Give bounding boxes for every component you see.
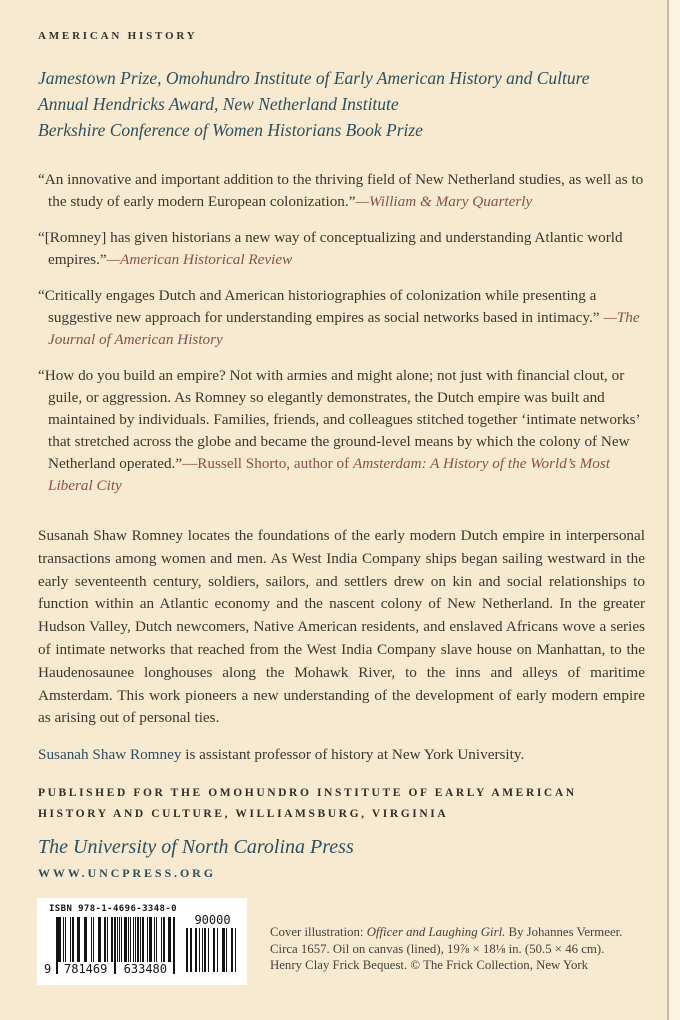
quote-source: —William & Mary Quarterly bbox=[355, 193, 533, 210]
review-quote bbox=[38, 169, 645, 213]
quote-source: —The Journal of American History bbox=[48, 309, 640, 348]
barcode-addon-number: 90000 bbox=[194, 913, 231, 927]
category-label: AMERICAN HISTORY bbox=[38, 30, 198, 42]
credit-line: Henry Clay Frick Bequest. © The Frick Collection, New York bbox=[270, 958, 588, 973]
credit-prefix: Cover illustration: bbox=[270, 925, 367, 939]
credit-line: Circa 1657. Oil on canvas (lined), 19⅞ × 18⅛ in. (50.5 × 46 cm). bbox=[270, 941, 605, 956]
author-bio bbox=[38, 744, 645, 766]
press-name: The University of North Carolina Press bbox=[38, 836, 354, 859]
publisher-line: HISTORY AND CULTURE, WILLIAMSBURG, VIRGINIA bbox=[38, 808, 449, 821]
author-bio-text: is assistant professor of history at New York University. bbox=[181, 746, 525, 764]
awards-list bbox=[38, 65, 645, 143]
cover-credit bbox=[270, 924, 622, 974]
credit-line bbox=[270, 924, 622, 941]
book-description: Susanah Shaw Romney locates the foundations of the early modern Dutch empire in interpersonal transactions among women and men. As West India Company ships began sailing westward in the early seventeenth century, soldiers, sailors, and settlers drew on kin and social relationships to function within an Atlantic economy and the nascent colony of New Netherland. In the greater Hudson Valley, Dutch newcomers, Native American residents, and enslaved Africans wove a series of intimate networks that reached from the West India Company slave house on Manhattan, to the Haudenosaunee longhouses along the Mohawk River, to the inns and alleys of maritime Amsterdam. This work pioneers a new understanding of the development of early modern empire as arising out of personal ties. bbox=[38, 527, 645, 727]
barcode-guard-bar bbox=[56, 917, 58, 974]
award-item: Berkshire Conference of Women Historians Book Prize bbox=[38, 120, 423, 140]
author-name: Susanah Shaw Romney bbox=[38, 746, 182, 764]
isbn-number: ISBN 978-1-4696-3348-0 bbox=[48, 904, 177, 914]
painting-title: Officer and Laughing Girl. bbox=[366, 925, 506, 939]
barcode-digit-group: 781469 bbox=[64, 962, 108, 976]
barcode-leading-digit: 9 bbox=[44, 962, 52, 976]
award-item: Jamestown Prize, Omohundro Institute of Early American History and Culture bbox=[38, 68, 590, 88]
publisher-line: PUBLISHED FOR THE OMOHUNDRO INSTITUTE OF EARLY AMERICAN bbox=[38, 787, 577, 800]
review-quote bbox=[38, 285, 645, 351]
quote-text: “An innovative and important addition to the thriving field of New Netherland studies, as well as to the study of early modern European colonization.” bbox=[38, 171, 644, 210]
quote-attribution: —Russell Shorto, author of bbox=[182, 455, 353, 472]
review-quote bbox=[38, 227, 645, 271]
quote-text: “How do you build an empire? Not with armies and might alone; not just with financial clout, or guile, or aggression. As Romney so elegantly demonstrates, the Dutch empire was built and maintained by individuals. Families, friends, and colleagues stitched together ‘intimate networks’ that stretched across the globe and became the ground-level means by which the colony of New Netherland operated.” bbox=[38, 367, 640, 472]
barcode bbox=[37, 898, 247, 985]
credit-suffix: By Johannes Vermeer. bbox=[505, 925, 623, 939]
cover-edge-highlight bbox=[669, 0, 680, 1020]
barcode-guard-bar bbox=[173, 917, 175, 974]
review-quote bbox=[38, 365, 645, 497]
publisher-block bbox=[38, 783, 645, 825]
quote-text: “Critically engages Dutch and American historiographies of colonization while presenting a suggestive new approach for understanding empires as social networks based in intimacy.” bbox=[38, 287, 604, 326]
quote-source: —American Historical Review bbox=[106, 251, 293, 268]
barcode-digits bbox=[60, 962, 171, 976]
barcode-digit-group: 633480 bbox=[123, 962, 167, 976]
quote-text: “[Romney] has given historians a new way of conceptualizing and understanding Atlantic world empires.” bbox=[38, 229, 623, 268]
review-quotes bbox=[38, 169, 645, 497]
press-website: WWW.UNCPRESS.ORG bbox=[38, 866, 216, 881]
quote-source: Amsterdam: A History of the World’s Most Liberal City bbox=[48, 455, 611, 494]
barcode-addon-bars bbox=[186, 928, 239, 972]
award-item: Annual Hendricks Award, New Netherland Institute bbox=[38, 94, 399, 114]
